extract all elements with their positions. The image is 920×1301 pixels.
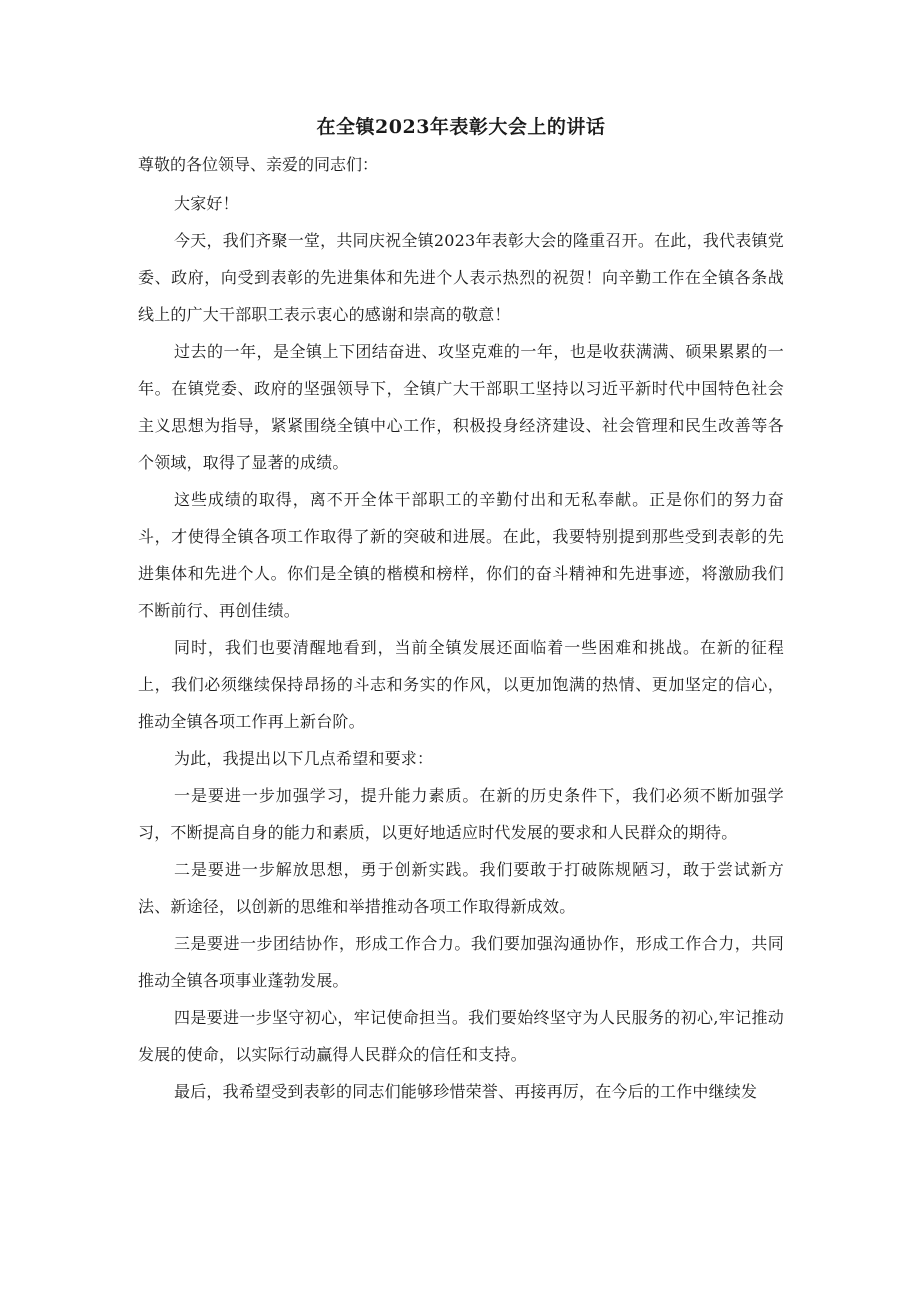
paragraph-opening: 今天，我们齐聚一堂，共同庆祝全镇2023年表彰大会的隆重召开。在此，我代表镇党委、政府，向受到表彰的先进集体和先进个人表示热烈的祝贺！向辛勤工作在全镇各条战线上的广大干部职工表示衷心的感谢和崇高的敬意！ [138,231,784,324]
paragraph-requirements-intro: 为此，我提出以下几点希望和要求： [174,749,434,768]
paragraph-challenges: 同时，我们也要清醒地看到，当前全镇发展还面临着一些困难和挑战。在新的征程上，我们必须继续保持昂扬的斗志和务实的作风，以更加饱满的热情、更加坚定的信心，推动全镇各项工作再上新台阶。 [138,638,784,731]
paragraph-closing: 最后，我希望受到表彰的同志们能够珍惜荣誉、再接再厉，在今后的工作中继续发 [174,1082,758,1101]
paragraph-point-two: 二是要进一步解放思想，勇于创新实践。我们要敢于打破陈规陋习，敢于尝试新方法、新途径，以创新的思维和举措推动各项工作取得新成效。 [138,860,784,916]
paragraph-past-year: 过去的一年，是全镇上下团结奋进、攻坚克难的一年，也是收获满满、硕果累累的一年。在镇党委、政府的坚强领导下，全镇广大干部职工坚持以习近平新时代中国特色社会主义思想为指导，紧紧围绕全镇中心工作，积极投身经济建设、社会管理和民生改善等各个领域，取得了显著的成绩。 [138,342,784,472]
salutation: 尊敬的各位领导、亲爱的同志们： [138,155,379,174]
document-page [138,112,784,1110]
document-title: 在全镇2023年表彰大会上的讲话 [316,116,606,138]
paragraph-point-one: 一是要进一步加强学习，提升能力素质。在新的历史条件下，我们必须不断加强学习，不断提高自身的能力和素质，以更好地适应时代发展的要求和人民群众的期待。 [138,786,784,842]
paragraph-achievements: 这些成绩的取得，离不开全体干部职工的辛勤付出和无私奉献。正是你们的努力奋斗，才使得全镇各项工作取得了新的突破和进展。在此，我要特别提到那些受到表彰的先进集体和先进个人。你们是全镇的楷模和榜样，你们的奋斗精神和先进事迹，将激励我们不断前行、再创佳绩。 [138,490,784,620]
paragraph-greeting: 大家好！ [174,194,239,213]
paragraph-point-four: 四是要进一步坚守初心，牢记使命担当。我们要始终坚守为人民服务的初心,牢记推动发展的使命，以实际行动赢得人民群众的信任和支持。 [138,1008,784,1064]
paragraph-point-three: 三是要进一步团结协作，形成工作合力。我们要加强沟通协作，形成工作合力，共同推动全镇各项事业蓬勃发展。 [138,934,784,990]
